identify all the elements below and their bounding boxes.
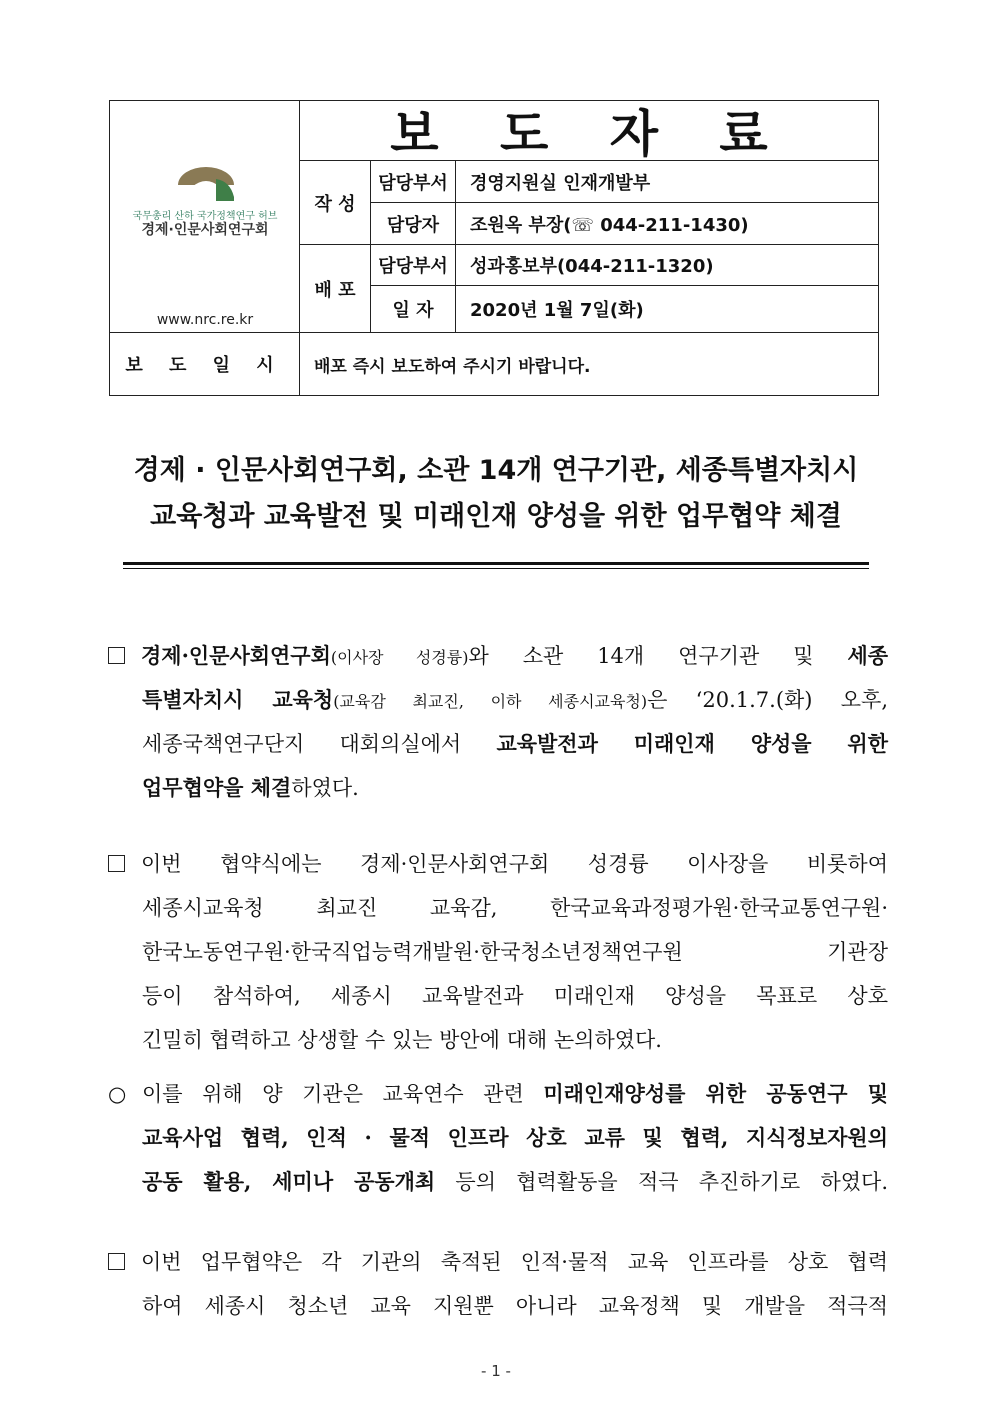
page-number: - 1 - [481, 1362, 511, 1380]
row-label: 담당부서 [378, 172, 448, 194]
row-value: 성과홍보부(044-211-1320) [470, 256, 714, 277]
website-url: www.nrc.re.kr [156, 312, 254, 328]
distribution-label: 배 포 [314, 279, 356, 301]
paragraph-3: ○ 이를 위해 양 기관은 교육연수 관련 미래인재양성를 위한 공동연구 및 교육사업 협력, 인적 · 물적 인프라 상호 교류 및 협력, 지식정보자원의 공동 활용, 세미나 공동개최 등의 협력활동을 적극 추진하기로 하였다. [108, 1072, 888, 1204]
press-release-header [109, 100, 879, 396]
row-label: 담당자 [386, 214, 440, 236]
logo-name: 경제·인문사회연구회 [141, 222, 269, 238]
headline-line-2: 교육청과 교육발전 및 미래인재 양성을 위한 업무협약 체결 [150, 501, 842, 532]
checkbox-icon [108, 855, 125, 872]
bullet-icon: ○ [108, 1082, 127, 1106]
release-value: 배포 즉시 보도하여 주시기 바랍니다. [314, 356, 591, 377]
row-label: 일 자 [392, 300, 434, 321]
document-title: 보 도 자 료 [390, 105, 790, 163]
headline-line-1: 경제 · 인문사회연구회, 소관 14개 연구기관, 세종특별자치시 [133, 455, 859, 486]
paragraph-4: 이번 업무협약은 각 기관의 축적된 인적·물적 교육 인프라를 상호 협력 하여 세종시 청소년 교육 지원뿐 아니라 교육정책 및 개발을 적극적 [108, 1240, 888, 1328]
paragraph-2: 이번 협약식에는 경제·인문사회연구회 성경륭 이사장을 비롯하여 세종시교육청 최교진 교육감, 한국교육과정평가원·한국교통연구원· 한국노동연구원·한국직업능력개발원·한국청소년정책연구원 기관장 등이 참석하여, 세종시 교육발전과 미래인재 양성을 목표로 상호 긴밀히 협력하고 상생할 수 있는 방안에 대해 논의하였다. [108, 842, 888, 1062]
row-value: 경영지원실 인재개발부 [470, 172, 651, 194]
date-value: 2020년 1월 7일(화) [470, 300, 644, 321]
paragraph-1: 경제·인문사회연구회(이사장 성경륭)와 소관 14개 연구기관 및 세종 특별자치시 교육청(교육감 최교진, 이하 세종시교육청)은 ‘20.1.7.(화) 오후, 세종국책연구단지 대회의실에서 교육발전과 미래인재 양성을 위한 업무협약을 체결하였다. [108, 634, 888, 810]
checkbox-icon [108, 1253, 125, 1270]
row-label: 담당부서 [378, 256, 448, 277]
release-label: 보 도 일 시 [125, 355, 284, 376]
headline-rule-thin [123, 568, 869, 569]
written-label: 작 성 [314, 193, 356, 215]
logo-tagline: 국무총리 산하 국가정책연구 허브 [132, 211, 278, 222]
nrc-logo-icon [172, 165, 240, 203]
headline-rule [123, 562, 869, 565]
contact-value: 조원옥 부장(☏ 044-211-1430) [470, 214, 749, 236]
checkbox-icon [108, 647, 125, 664]
